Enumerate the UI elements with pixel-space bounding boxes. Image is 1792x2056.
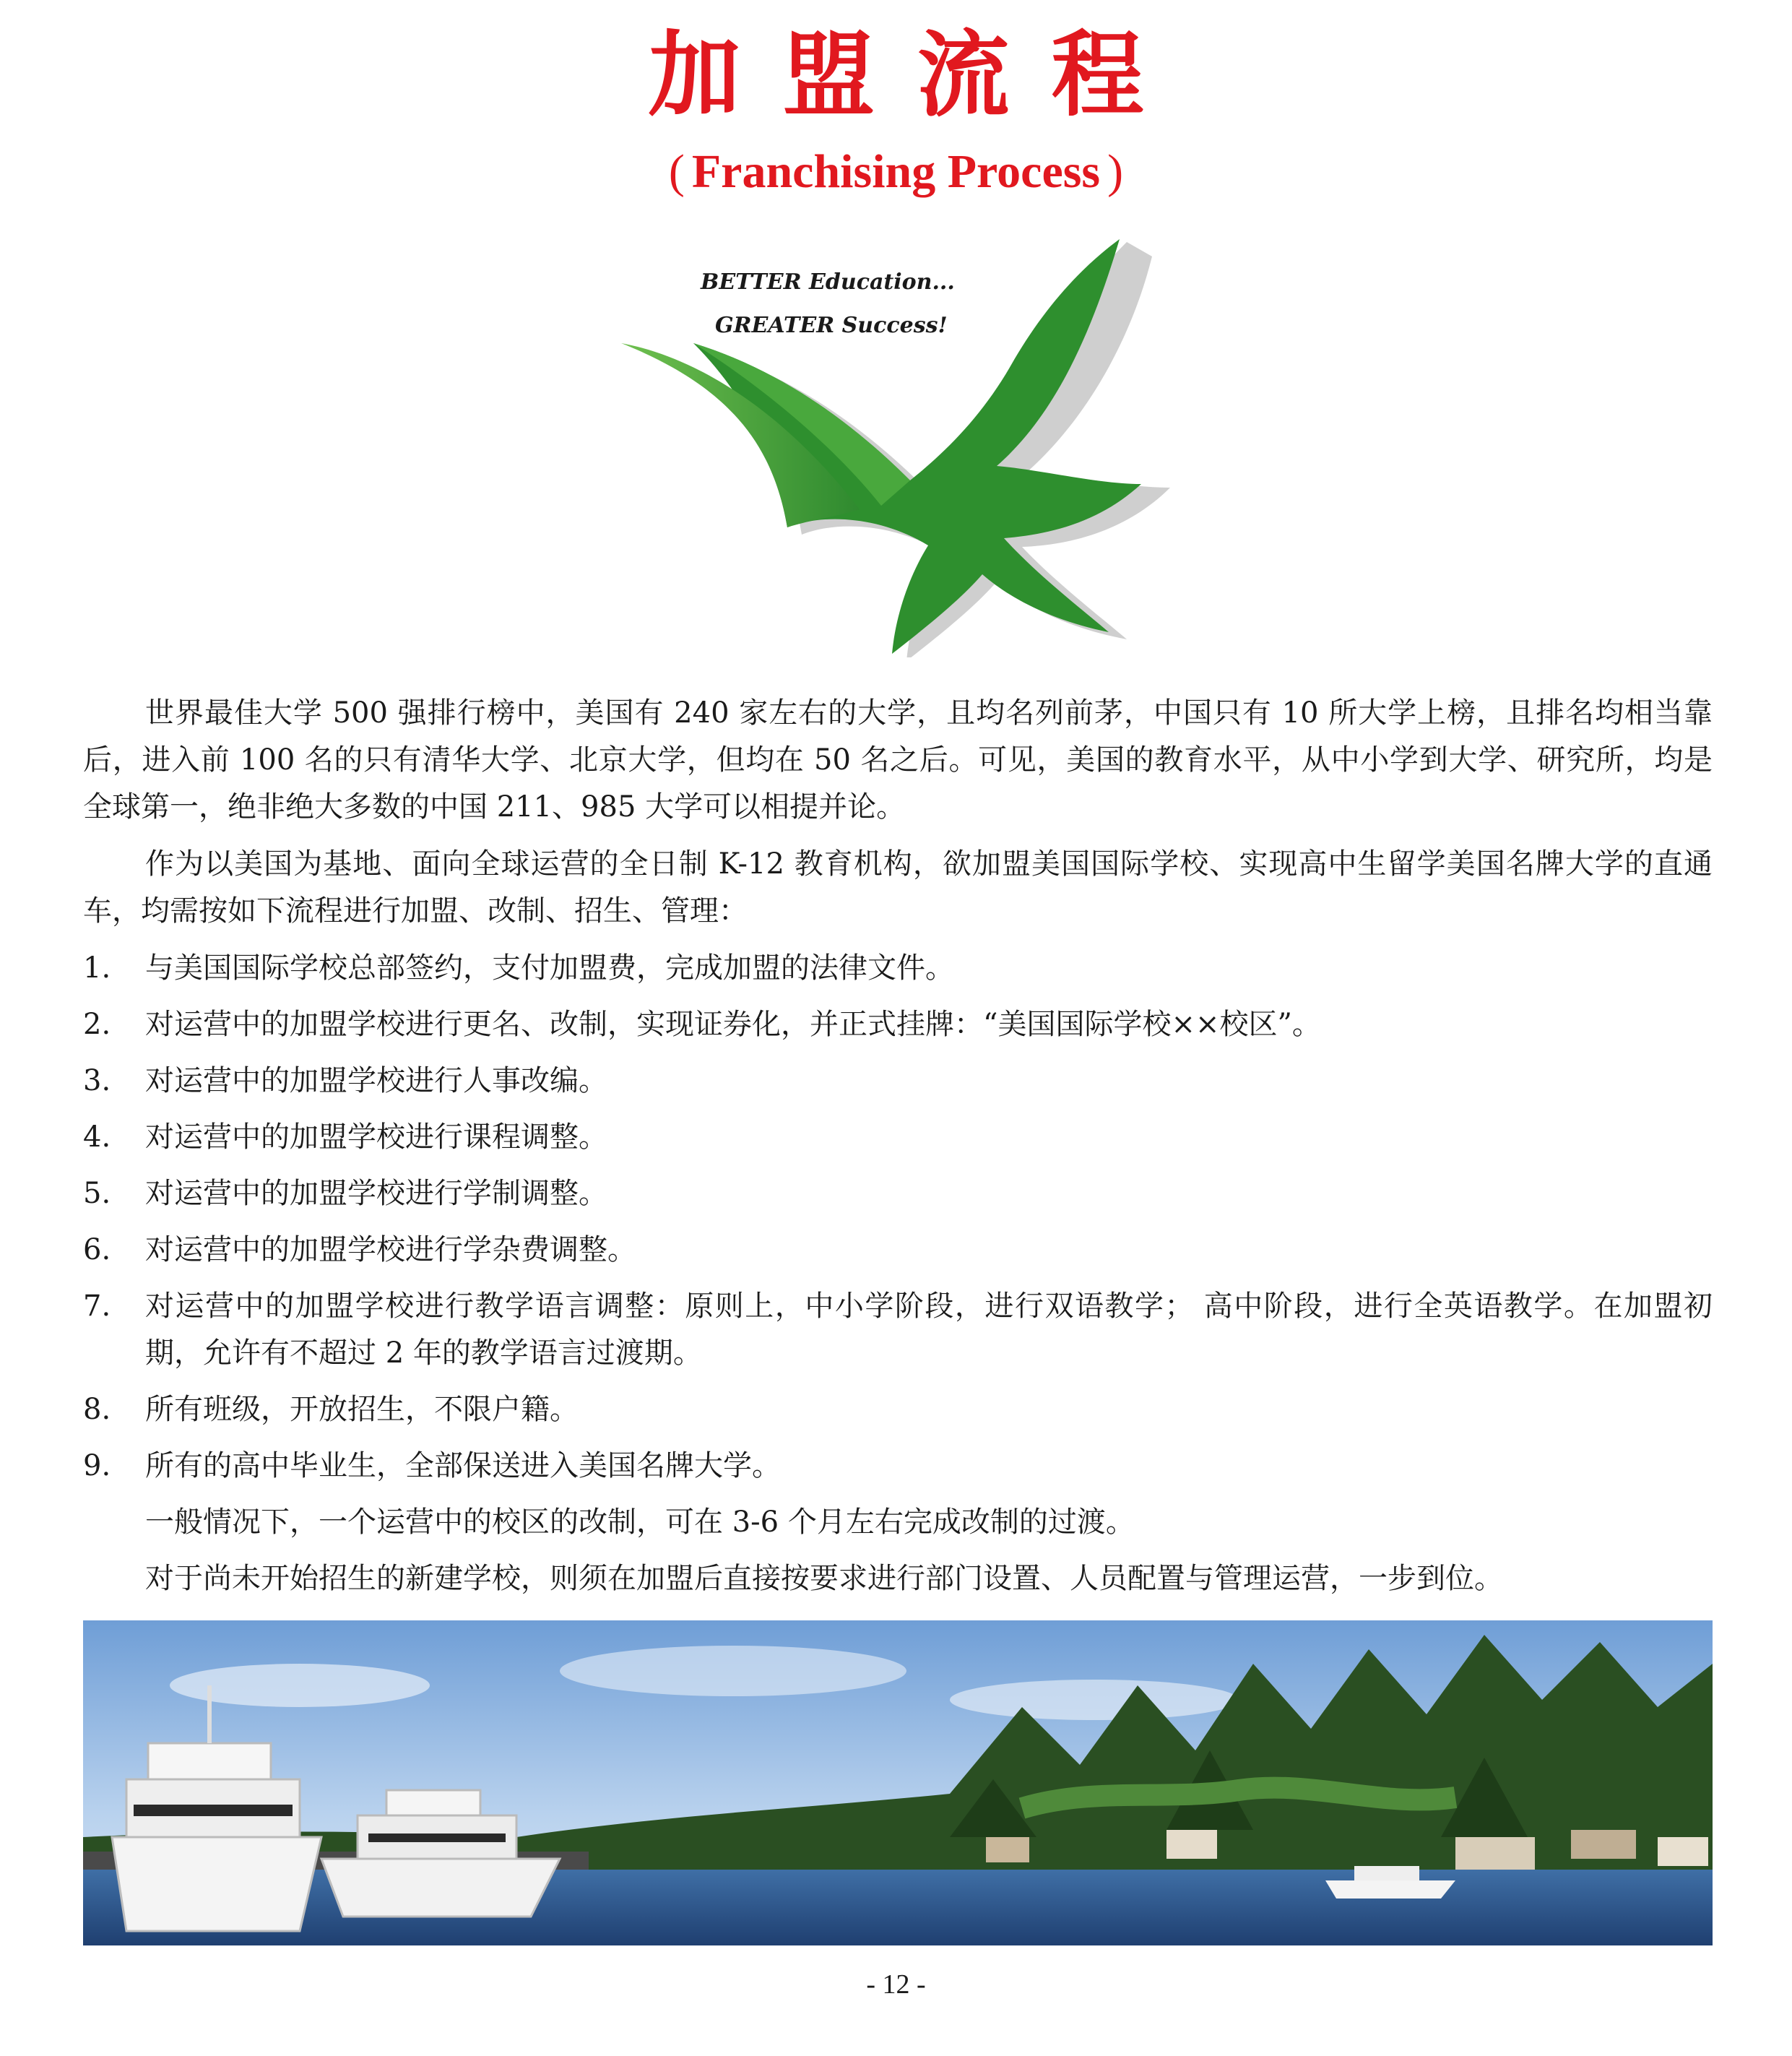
subtitle-close-paren: ) xyxy=(1107,145,1124,198)
step-number: 6. xyxy=(83,1233,111,1266)
step-text: 对运营中的加盟学校进行人事改编。 xyxy=(145,1064,607,1097)
list-item xyxy=(83,1170,1713,1217)
page-subtitle xyxy=(0,143,1792,201)
closing-note-2: 对于尚未开始招生的新建学校，则须在加盟后直接按要求进行部门设置、人员配置与管理运营，一步到位。 xyxy=(145,1562,1503,1595)
step-number: 4. xyxy=(83,1120,111,1154)
step-number: 5. xyxy=(83,1177,111,1210)
page-title: 加盟流程 xyxy=(648,22,1186,129)
list-item xyxy=(83,1443,1713,1490)
step-text: 所有的高中毕业生，全部保送进入美国名牌大学。 xyxy=(145,1449,781,1482)
step-number: 1. xyxy=(83,951,111,985)
step-number: 3. xyxy=(83,1064,111,1097)
lakeside-yachts-photo xyxy=(83,1620,1713,1945)
step-text: 对运营中的加盟学校进行学杂费调整。 xyxy=(145,1233,636,1266)
step-number: 8. xyxy=(83,1393,111,1426)
list-item xyxy=(83,1283,1713,1377)
intro-paragraph-1: 世界最佳大学 500 强排行榜中，美国有 240 家左右的大学，且均名列前茅，中国只有 10 所大学上榜，且排名均相当靠后，进入前 100 名的只有清华大学、北京大学，但均在 50 名之后。可见，美国的教育水平，从中小学到大学、研究所，均是全球第一，绝非绝大多数的中国 211、985 大学可以相提并论。 xyxy=(83,696,1713,824)
list-item xyxy=(83,945,1713,992)
step-text: 对运营中的加盟学校进行更名、改制，实现证券化，并正式挂牌：“美国国际学校××校区”。 xyxy=(145,1008,1321,1041)
green-bird-icon xyxy=(621,235,1170,657)
step-text: 对运营中的加盟学校进行学制调整。 xyxy=(145,1177,607,1210)
step-text: 对运营中的加盟学校进行课程调整。 xyxy=(145,1120,607,1154)
subtitle-open-paren: ( xyxy=(668,145,685,198)
list-item xyxy=(83,1114,1713,1161)
step-text: 与美国国际学校总部签约，支付加盟费，完成加盟的法律文件。 xyxy=(145,951,954,985)
process-steps-list xyxy=(83,945,1713,1490)
step-text: 所有班级，开放招生，不限户籍。 xyxy=(145,1393,579,1426)
list-item xyxy=(83,1001,1713,1048)
step-number: 7. xyxy=(83,1290,111,1323)
list-item xyxy=(83,1227,1713,1274)
step-text: 对运营中的加盟学校进行教学语言调整：原则上，中小学阶段，进行双语教学； 高中阶段，进行全英语教学。在加盟初期，允许有不超过 2 年的教学语言过渡期。 xyxy=(145,1290,1713,1370)
step-number: 9. xyxy=(83,1449,111,1482)
step-number: 2. xyxy=(83,1008,111,1041)
logo-line-1: BETTER Education... xyxy=(701,269,955,295)
subtitle-text: Franchising Process xyxy=(691,145,1101,198)
logo-line-2: GREATER Success! xyxy=(715,313,948,338)
intro-paragraph-2: 作为以美国为基地、面向全球运营的全日制 K-12 教育机构，欲加盟美国国际学校、实现高中生留学美国名牌大学的直通车，均需按如下流程进行加盟、改制、招生、管理： xyxy=(83,847,1713,928)
closing-note-1: 一般情况下，一个运营中的校区的改制，可在 3-6 个月左右完成改制的过渡。 xyxy=(145,1506,1135,1539)
list-item xyxy=(83,1386,1713,1433)
list-item xyxy=(83,1058,1713,1105)
body-text xyxy=(83,690,1713,1612)
page-number: - 12 - xyxy=(866,1969,926,2000)
